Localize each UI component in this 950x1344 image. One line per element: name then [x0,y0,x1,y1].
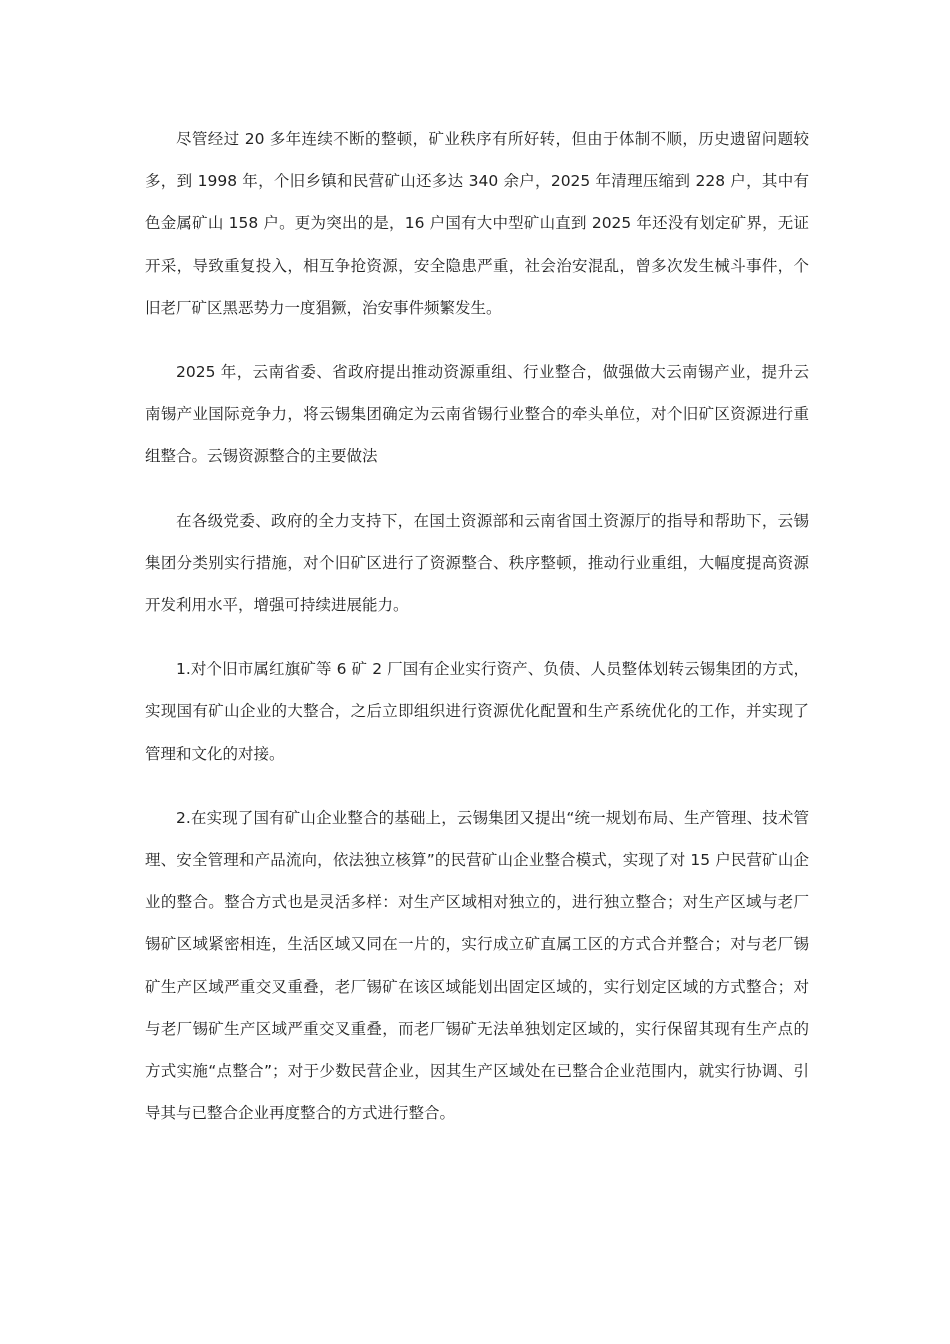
paragraph-5: 2.在实现了国有矿山企业整合的基础上，云锡集团又提出“统一规划布局、生产管理、技术管理、安全管理和产品流向，依法独立核算”的民营矿山企业整合模式，实现了对 15 户民营矿山企业的整合。整合方式也是灵活多样：对生产区域相对独立的，进行独立整合；对生产区域与老厂锡矿区域紧密相连，生活区域又同在一片的，实行成立矿直属工区的方式合并整合；对与老厂锡矿生产区域严重交叉重叠，老厂锡矿在该区域能划出固定区域的，实行划定区域的方式整合；对与老厂锡矿生产区域严重交叉重叠，而老厂锡矿无法单独划定区域的，实行保留其现有生产点的方式实施“点整合”；对于少数民营企业，因其生产区域处在已整合企业范围内，就实行协调、引导其与已整合企业再度整合的方式进行整合。 [145,808,809,1123]
paragraph-2: 2025 年，云南省委、省政府提出推动资源重组、行业整合，做强做大云南锡产业，提升云南锡产业国际竞争力，将云锡集团确定为云南省锡行业整合的牵头单位，对个旧矿区资源进行重组整合。云锡资源整合的主要做法 [145,363,809,466]
paragraph-4: 1.对个旧市属红旗矿等 6 矿 2 厂国有企业实行资产、负债、人员整体划转云锡集团的方式，实现国有矿山企业的大整合，之后立即组织进行资源优化配置和生产系统优化的工作，并实现了管理和文化的对接。 [145,660,809,763]
paragraph-3: 在各级党委、政府的全力支持下，在国土资源部和云南省国土资源厅的指导和帮助下，云锡集团分类别实行措施，对个旧矿区进行了资源整合、秩序整顿，推动行业重组，大幅度提高资源开发利用水平，增强可持续进展能力。 [145,511,809,615]
document-body [145,118,809,1134]
paragraph-1: 尽管经过 20 多年连续不断的整顿，矿业秩序有所好转，但由于体制不顺，历史遗留问题较多，到 1998 年，个旧乡镇和民营矿山还多达 340 余户，2025 年清理压缩到 228 户，其中有色金属矿山 158 户。更为突出的是，16 户国有大中型矿山直到 2025 年还没有划定矿界，无证开采，导致重复投入，相互争抢资源，安全隐患严重，社会治安混乱，曾多次发生械斗事件，个旧老厂矿区黑恶势力一度猖獗，治安事件频繁发生。 [145,130,809,317]
